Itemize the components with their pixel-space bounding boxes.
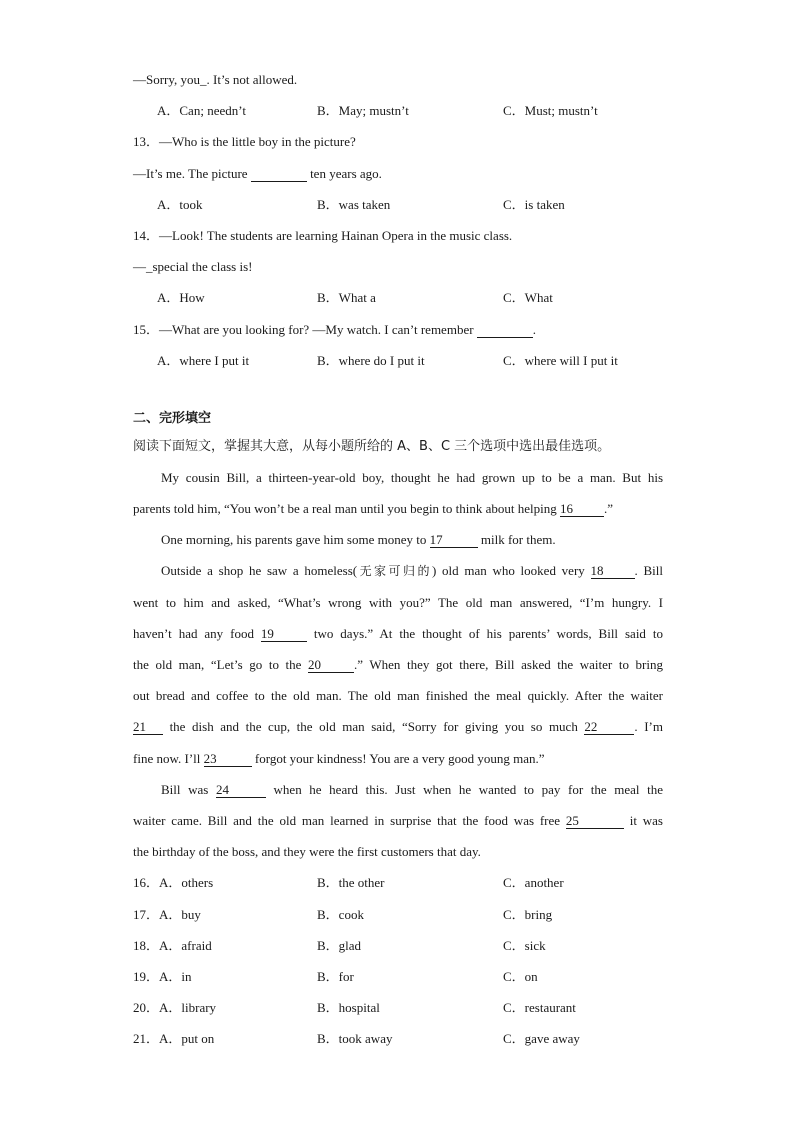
choice-row-19: [133, 961, 663, 992]
blank-24[interactable]: 24: [216, 783, 266, 798]
passage-text: One morning, his parents gave him some money to: [161, 532, 430, 548]
choice-row-17: [133, 899, 663, 930]
cloze-passage: [133, 462, 663, 867]
section-gap: [133, 376, 663, 407]
passage-text: parents told him, “You won’t be a real man until you begin to think about helping: [133, 501, 561, 517]
passage-line: [133, 524, 663, 555]
passage-line: [133, 711, 663, 742]
choice-19-b[interactable]: B．for: [317, 968, 354, 984]
q15-option-c[interactable]: C．where will I put it: [503, 352, 618, 368]
passage-text: waiter came. Bill and the old man learned in surprise that the food was free: [133, 812, 566, 828]
q15-stem: [133, 314, 663, 345]
q15-stem-after: .: [532, 321, 537, 337]
q13-options: [133, 189, 663, 220]
passage-text: when he heard this. Just when he wanted to pay for the meal the: [265, 781, 663, 797]
q12-option-b[interactable]: B．May; mustn’t: [317, 103, 409, 119]
passage-line: [133, 493, 663, 524]
blank-16[interactable]: 16: [560, 502, 604, 517]
choice-21-c[interactable]: C．gave away: [503, 1031, 580, 1047]
blank-23[interactable]: 23: [204, 752, 252, 767]
q15-option-a[interactable]: A．where I put it: [157, 352, 250, 368]
choice-18-b[interactable]: B．glad: [317, 937, 362, 953]
exam-page: [133, 64, 663, 1054]
choice-18-c[interactable]: C．sick: [503, 937, 546, 953]
choice-row-20: [133, 992, 663, 1023]
passage-text-cn: 无家可归的: [357, 564, 432, 579]
choice-row-18: [133, 930, 663, 961]
passage-text: it was: [623, 812, 663, 828]
passage-text: the dish and the cup, the old man said, “Sorry for giving you so much: [163, 719, 585, 735]
q12-options: [133, 95, 663, 126]
q15-options: [133, 345, 663, 376]
q13-blank[interactable]: [251, 167, 307, 182]
blank-17[interactable]: 17: [430, 533, 478, 548]
blank-21[interactable]: 21: [133, 720, 163, 735]
blank-25[interactable]: 25: [566, 814, 624, 829]
passage-text: .”: [604, 501, 614, 517]
passage-text: haven’t had any food: [133, 625, 261, 641]
passage-text: . Bill: [634, 563, 663, 579]
passage-text: forgot your kindness! You are a very good young man.”: [251, 750, 545, 766]
passage-text: Bill was: [161, 781, 216, 797]
q14-options: [133, 282, 663, 313]
passage-line: [133, 649, 663, 680]
blank-18[interactable]: 18: [591, 564, 635, 579]
q14-option-b[interactable]: B．What a: [317, 290, 376, 306]
passage-text: fine now. I’ll: [133, 750, 204, 766]
choice-19-a[interactable]: 19．A．in: [133, 968, 192, 984]
choice-19-c[interactable]: C．on: [503, 968, 538, 984]
q13-option-b[interactable]: B．was taken: [317, 196, 391, 212]
choice-21-a[interactable]: 21．A．put on: [133, 1031, 215, 1047]
q13-answer-line: [133, 158, 663, 189]
passage-line: My cousin Bill, a thirteen-year-old boy, thought he had grown up to be a man. But his: [161, 469, 663, 485]
q13-stem: 13．—Who is the little boy in the picture?: [133, 134, 356, 150]
q12-option-c[interactable]: C．Must; mustn’t: [503, 103, 598, 119]
passage-text: two days.” At the thought of his parents’ words, Bill said to: [306, 625, 663, 641]
choice-21-b[interactable]: B．took away: [317, 1031, 393, 1047]
blank-19[interactable]: 19: [261, 627, 307, 642]
choice-16-a[interactable]: 16．A．others: [133, 875, 214, 891]
passage-text: .” When they got there, Bill asked the waiter to bring: [354, 657, 663, 672]
passage-text: the old man, “Let’s go to the: [133, 657, 309, 672]
passage-line: [133, 743, 663, 774]
q13-answer-after: ten years ago.: [306, 165, 382, 181]
q14-answer-line: —_special the class is!: [133, 259, 253, 275]
q12-option-a[interactable]: A．Can; needn’t: [157, 103, 246, 119]
blank-22[interactable]: 22: [584, 720, 634, 735]
q13-option-c[interactable]: C．is taken: [503, 196, 565, 212]
section-title: 二、完形填空: [133, 410, 212, 426]
choice-16-c[interactable]: C．another: [503, 875, 564, 891]
q13-option-a[interactable]: A．took: [157, 196, 203, 212]
passage-text: . I’m: [634, 719, 663, 735]
q15-option-b[interactable]: B．where do I put it: [317, 352, 425, 368]
passage-text: ) old man who looked very: [431, 563, 591, 579]
blank-20[interactable]: 20: [308, 658, 354, 673]
q15-blank[interactable]: [477, 323, 533, 338]
choice-row-21: [133, 1023, 663, 1054]
choice-18-a[interactable]: 18．A．afraid: [133, 937, 212, 953]
passage-text: milk for them.: [477, 532, 556, 548]
choice-20-a[interactable]: 20．A．library: [133, 1000, 217, 1016]
passage-line: [133, 805, 663, 836]
passage-line: went to him and asked, “What’s wrong with you?” The old man answered, “I’m hungry. I: [133, 594, 663, 610]
choice-17-c[interactable]: C．bring: [503, 906, 553, 922]
choice-16-b[interactable]: B．the other: [317, 875, 385, 891]
q14-option-c[interactable]: C．What: [503, 290, 553, 306]
passage-text: Outside a shop he saw a homeless(: [161, 563, 358, 579]
passage-line: [133, 774, 663, 805]
passage-line: [133, 555, 663, 586]
choice-17-b[interactable]: B．cook: [317, 906, 364, 922]
choice-row-16: [133, 867, 663, 898]
q14-stem: 14．—Look! The students are learning Hainan Opera in the music class.: [133, 227, 513, 243]
choice-20-b[interactable]: B．hospital: [317, 1000, 380, 1016]
q12-answer-line: —Sorry, you_. It’s not allowed.: [133, 72, 298, 87]
choice-17-a[interactable]: 17．A．buy: [133, 906, 201, 922]
section-instruction: 阅读下面短文，掌握其大意，从每小题所给的 A、B、C 三个选项中选出最佳选项。: [133, 438, 611, 454]
q15-stem-before: 15．—What are you looking for? —My watch. I can’t remember: [133, 321, 477, 337]
passage-line: the birthday of the boss, and they were the first customers that day.: [133, 844, 481, 860]
passage-line: [133, 618, 663, 649]
choice-20-c[interactable]: C．restaurant: [503, 1000, 576, 1016]
q14-option-a[interactable]: A．How: [157, 290, 205, 306]
q13-answer-before: —It’s me. The picture: [133, 165, 251, 181]
passage-line: out bread and coffee to the old man. The old man finished the meal quickly. After the waiter: [133, 688, 663, 704]
